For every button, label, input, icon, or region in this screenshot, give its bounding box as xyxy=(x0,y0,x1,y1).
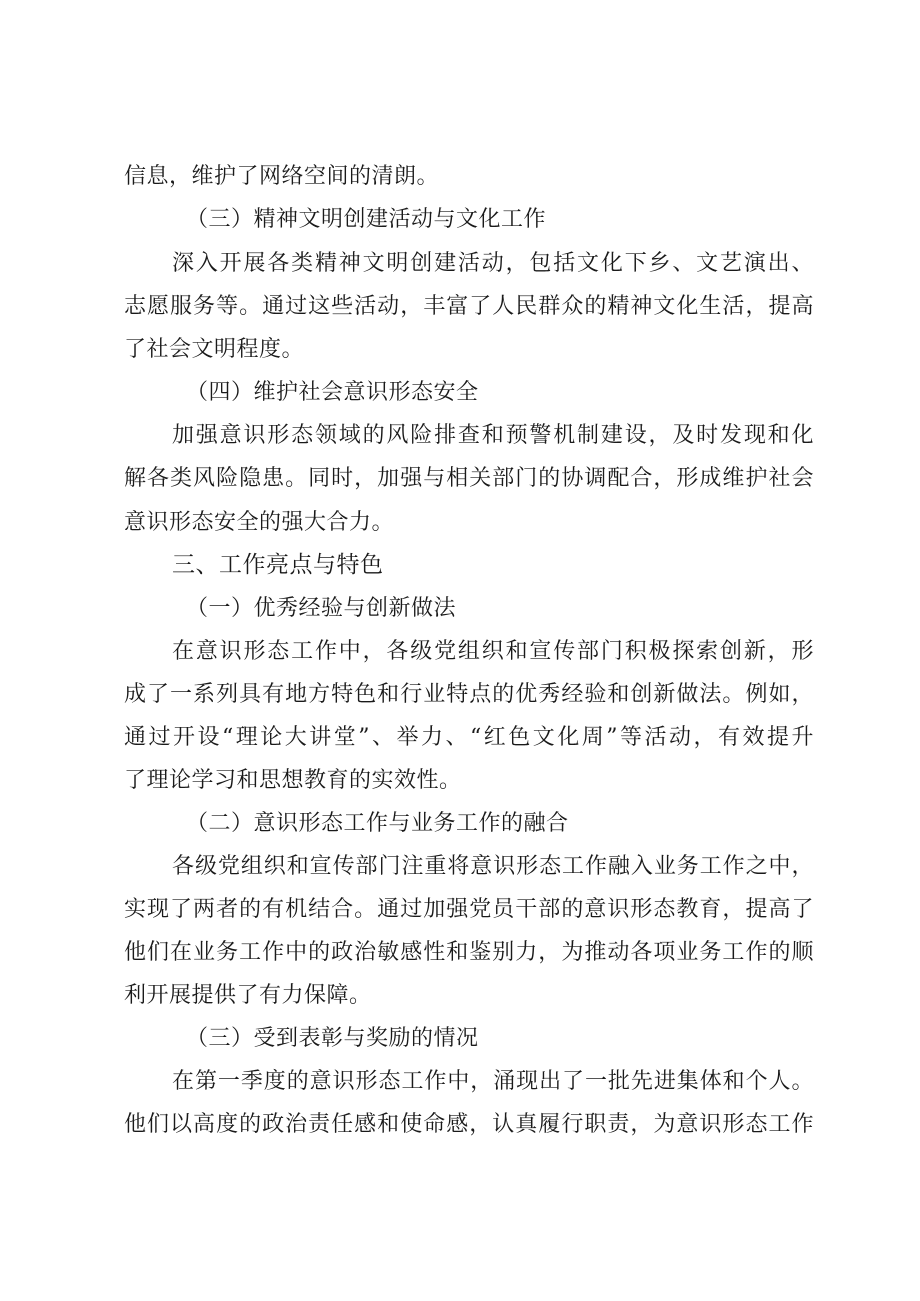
paragraph-line: 他们以高度的政治责任感和使命感，认真履行职责，为意识形态工作 xyxy=(124,1112,814,1137)
paragraph-line: 信息，维护了网络空间的清朗。 xyxy=(124,164,440,189)
paragraph-line: 加强意识形态领域的风险排查和预警机制建设，及时发现和化 xyxy=(172,423,814,448)
subheading: （三）受到表彰与奖励的情况 xyxy=(186,1026,479,1051)
paragraph-line: 解各类风险隐患。同时，加强与相关部门的协调配合，形成维护社会 xyxy=(124,466,814,491)
paragraph-line: 成了一系列具有地方特色和行业特点的优秀经验和创新做法。例如， xyxy=(124,682,814,707)
paragraph-line: 了理论学习和思想教育的实效性。 xyxy=(124,768,462,793)
paragraph-line: 了社会文明程度。 xyxy=(124,337,305,362)
section-heading: 三、工作亮点与特色 xyxy=(172,552,384,578)
paragraph-line: 在意识形态工作中，各级党组织和宣传部门积极探索创新，形 xyxy=(172,639,814,664)
subheading: （二）意识形态工作与业务工作的融合 xyxy=(186,811,569,836)
paragraph-line: 各级党组织和宣传部门注重将意识形态工作融入业务工作之中， xyxy=(172,854,814,879)
paragraph-line: 志愿服务等。通过这些活动，丰富了人民群众的精神文化生活，提高 xyxy=(124,294,814,319)
subheading: （四）维护社会意识形态安全 xyxy=(186,380,479,405)
paragraph-line: 意识形态安全的强大合力。 xyxy=(124,510,395,535)
subheading: （三）精神文明创建活动与文化工作 xyxy=(186,207,547,232)
subheading: （一）优秀经验与创新做法 xyxy=(186,596,457,621)
paragraph-line: 在第一季度的意识形态工作中，涌现出了一批先进集体和个人。 xyxy=(172,1069,814,1094)
paragraph-line: 实现了两者的有机结合。通过加强党员干部的意识形态教育，提高了 xyxy=(124,897,814,922)
paragraph-line: 利开展提供了有力保障。 xyxy=(124,983,372,1008)
paragraph-line: 通过开设“理论大讲堂”、举力、“红色文化周”等活动，有效提升 xyxy=(124,725,814,750)
paragraph-line: 深入开展各类精神文明创建活动，包括文化下乡、文艺演出、 xyxy=(172,251,814,276)
paragraph-line: 他们在业务工作中的政治敏感性和鉴别力，为推动各项业务工作的顺 xyxy=(124,940,814,965)
